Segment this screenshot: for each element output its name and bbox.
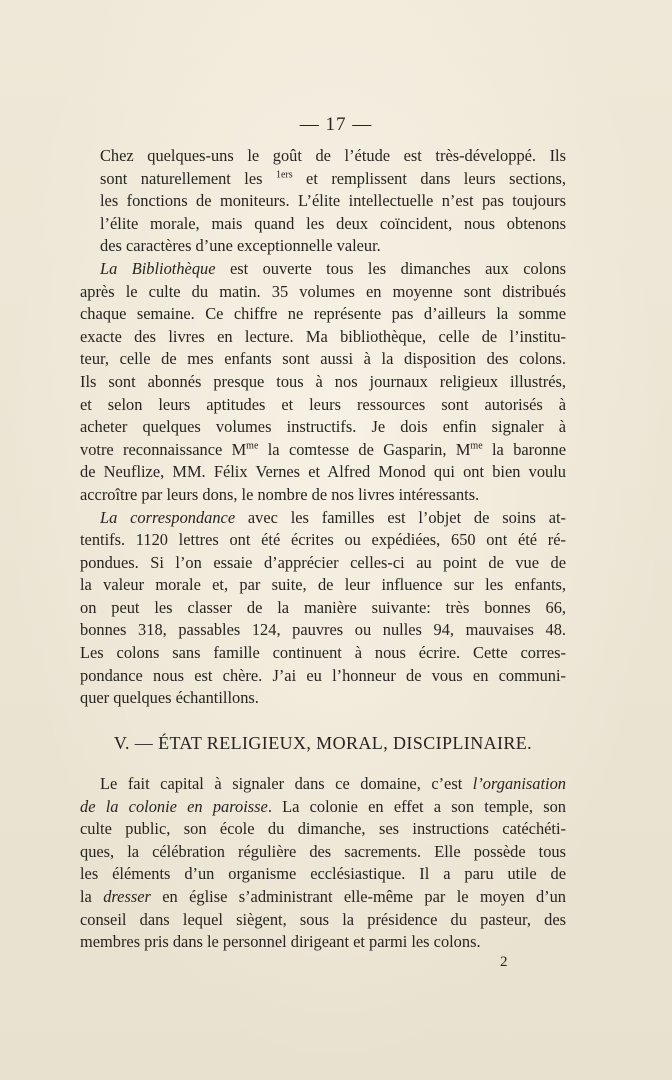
text-line — [100, 168, 566, 191]
text-line: des caractères d’une exceptionnelle valeur. — [100, 236, 381, 256]
text-line: Chez quelques-uns le goût de l’étude est très-développé. Ils — [100, 146, 566, 165]
text-block-lower — [80, 773, 566, 954]
superscript: 1ers — [275, 169, 293, 181]
text-line — [80, 439, 566, 462]
text-line — [80, 773, 566, 796]
text-run: la comtesse de Gasparin, M — [258, 439, 471, 459]
italic-run: de la colonie en paroisse — [80, 796, 268, 816]
text-block-upper — [80, 145, 566, 710]
paragraph-study — [80, 145, 566, 258]
text-line: de Neuflize, MM. Félix Vernes et Alfred Monod qui ont bien voulu — [80, 462, 566, 482]
text-line: les fonctions de moniteurs. L’élite intellectuelle n’est pas toujours — [100, 191, 566, 211]
text-run: votre reconnaissance M — [80, 439, 247, 459]
text-run: la baronne — [482, 439, 566, 459]
text-line: pondance nous est chère. J’ai eu l’honneur de vous en communi- — [80, 665, 566, 685]
text-line: membres pris dans le personnel dirigeant et parmi les colons. — [80, 932, 481, 952]
text-run: Le fait capital à signaler dans ce domaine, c’est — [100, 774, 473, 793]
text-line — [80, 796, 566, 819]
text-line: conseil dans lequel siègent, sous la présidence du pasteur, des — [80, 909, 566, 929]
italic-run: dresser — [103, 886, 151, 906]
paragraph-religious-state — [80, 773, 566, 954]
text-line — [80, 507, 566, 530]
text-line — [80, 886, 566, 909]
text-run: la — [80, 886, 104, 906]
text-line: les éléments d’un organisme ecclésiastique. Il a paru utile de — [80, 864, 566, 884]
text-line: quer quelques échantillons. — [80, 688, 259, 708]
page-number: — 17 — — [299, 114, 373, 135]
paragraph-library — [80, 258, 566, 507]
text-line: on peut les classer de la manière suivante: très bonnes 66, — [80, 597, 566, 617]
text-run: sont naturellement les — [100, 168, 276, 188]
text-line: la valeur morale et, par suite, de leur influence sur les enfants, — [80, 575, 566, 595]
italic-lead: La Bibliothèque — [100, 258, 216, 278]
section-heading: V. — ÉTAT RELIGIEUX, MORAL, DISCIPLINAIRE. — [113, 733, 533, 753]
text-line — [80, 258, 566, 281]
text-line: exacte des livres en lecture. Ma bibliothèque, celle de l’institu- — [80, 326, 566, 346]
text-line: accroître par leurs dons, le nombre de nos livres intéressants. — [80, 484, 480, 504]
text-line: pondues. Si l’on essaie d’apprécier celles-ci au point de vue de — [80, 552, 566, 572]
text-line: l’élite morale, mais quand les deux coïncident, nous obtenons — [100, 213, 566, 233]
text-line: ques, la célébration régulière des sacrements. Elle possède tous — [80, 841, 566, 861]
text-line: Les colons sans famille continuent à nous écrire. Cette corres- — [80, 643, 566, 663]
text-run: . La colonie en effet a son temple, son — [267, 796, 566, 816]
text-line: Ils sont abonnés presque tous à nos journaux religieux illustrés, — [80, 371, 566, 391]
text-line: culte public, son école du dimanche, ses instructions catéchéti- — [80, 819, 566, 839]
signature-mark: 2 — [500, 954, 508, 970]
text-run: et remplissent dans leurs sections, — [292, 168, 566, 188]
text-run: est ouverte tous les dimanches aux colons — [215, 258, 567, 278]
superscript: me — [246, 440, 259, 452]
superscript: me — [470, 440, 483, 452]
text-line: teur, celle de mes enfants sont aussi à la disposition des colons. — [80, 349, 566, 369]
text-line: et selon leurs aptitudes et leurs ressources sont autorisés à — [80, 394, 566, 414]
text-run: avec les familles est l’objet de soins at- — [235, 507, 566, 527]
text-line: tentifs. 1120 lettres ont été écrites ou expédiées, 650 ont été ré- — [80, 530, 566, 550]
paragraph-correspondence — [80, 507, 566, 710]
text-line: après le culte du matin. 35 volumes en moyenne sont distribués — [80, 281, 566, 301]
text-run: en église s’administrant elle-même par le moyen d’un — [150, 886, 566, 906]
italic-lead: La correspondance — [100, 507, 236, 527]
italic-run: l’organisation — [472, 774, 566, 793]
text-line: acheter quelques volumes instructifs. Je dois enfin signaler à — [80, 417, 566, 437]
text-line: bonnes 318, passables 124, pauvres ou nulles 94, mauvaises 48. — [80, 620, 566, 640]
text-line: chaque semaine. Ce chiffre ne représente pas d’ailleurs la somme — [80, 304, 566, 324]
